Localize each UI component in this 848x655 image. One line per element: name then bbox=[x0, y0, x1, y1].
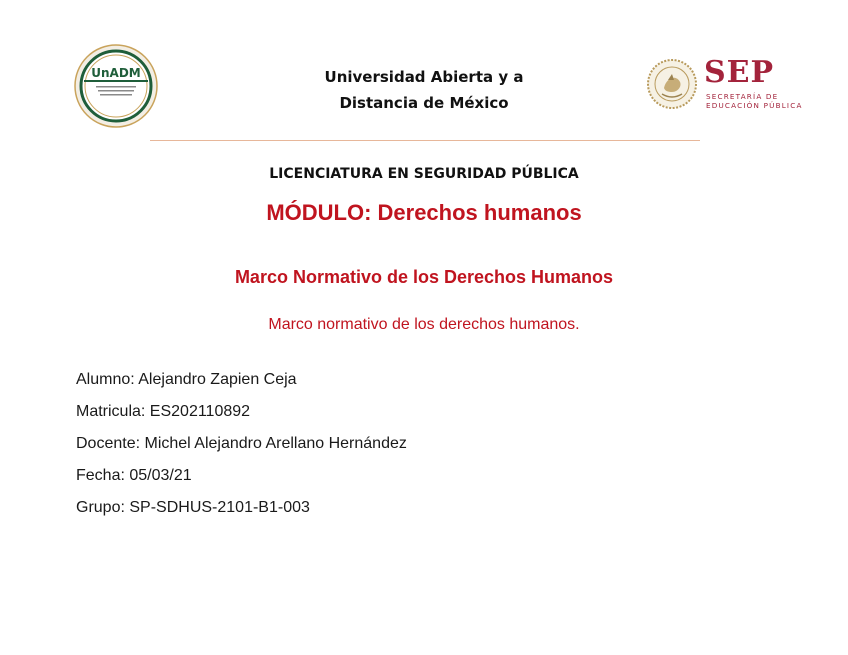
university-name-line2: Distancia de México bbox=[339, 94, 509, 112]
student-name: Alumno: Alejandro Zapien Ceja bbox=[76, 371, 297, 388]
unadm-seal-icon bbox=[74, 44, 158, 128]
mexico-coat-of-arms-icon bbox=[646, 58, 698, 110]
unadm-logo-text: UnADM bbox=[91, 66, 141, 80]
program-title: LICENCIATURA EN SEGURIDAD PÚBLICA bbox=[269, 166, 579, 182]
subject-title: Marco Normativo de los Derechos Humanos bbox=[234, 267, 614, 287]
activity-title: Marco normativo de los derechos humanos. bbox=[268, 316, 580, 333]
unadm-logo bbox=[74, 44, 158, 128]
group: Grupo: SP-SDHUS-2101-B1-003 bbox=[76, 499, 310, 516]
student-info bbox=[76, 368, 407, 528]
sep-subtitle-line1: SECRETARÍA DE bbox=[706, 92, 779, 101]
university-name bbox=[274, 64, 574, 116]
sep-subtitle bbox=[706, 92, 803, 110]
student-id: Matricula: ES202110892 bbox=[76, 403, 251, 420]
date: Fecha: 05/03/21 bbox=[76, 467, 192, 484]
sep-subtitle-line2: EDUCACIÓN PÚBLICA bbox=[706, 101, 803, 110]
sep-acronym: SEP bbox=[704, 55, 775, 90]
module-title: MÓDULO: Derechos humanos bbox=[266, 200, 582, 225]
header-divider bbox=[150, 140, 700, 141]
university-name-line1: Universidad Abierta y a bbox=[324, 68, 524, 86]
sep-logo bbox=[646, 55, 826, 118]
teacher-name: Docente: Michel Alejandro Arellano Hernández bbox=[76, 435, 407, 452]
